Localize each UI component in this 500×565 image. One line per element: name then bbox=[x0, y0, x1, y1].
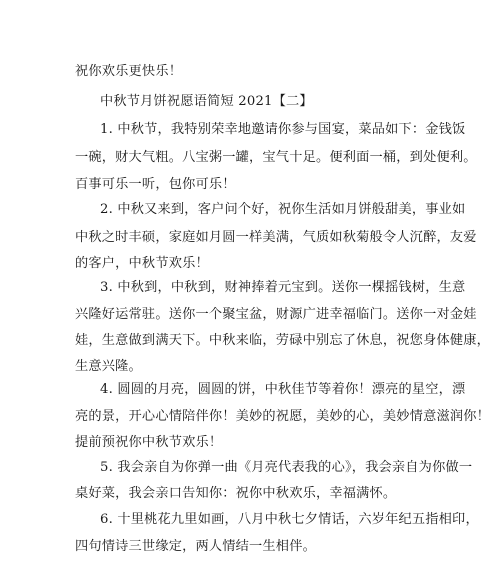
section-heading: 中秋节月饼祝愿语简短 2021【二】 bbox=[100, 94, 313, 109]
text-line: 2. 中秋又来到，客户问个好，祝你生活如月饼般甜美，事业如 bbox=[100, 202, 466, 217]
text-line: 提前预祝你中秋节欢乐！ bbox=[75, 435, 223, 450]
text-line: 桌好菜，我会亲口告知你：祝你中秋欢乐，幸福满怀。 bbox=[75, 486, 397, 501]
text-line: 1. 中秋节，我特别荣幸地邀请你参与国宴，菜品如下：金钱饭 bbox=[100, 122, 466, 137]
text-line: 生意兴隆。 bbox=[75, 359, 142, 374]
text-line: 亮的景，开心心情陪伴你！美妙的祝愿，美妙的心，美妙情意滋润你！ bbox=[75, 409, 491, 424]
text-line: 中秋之时丰硕，家庭如月圆一样美满，气质如秋菊般令人沉醉，友爱 bbox=[75, 230, 477, 245]
text-line: 4. 圆圆的月亮，圆圆的饼，中秋佳节等着你！漂亮的星空，漂 bbox=[100, 382, 466, 397]
text-line: 3. 中秋到，中秋到，财神捧着元宝到。送你一棵摇钱树，生意 bbox=[100, 280, 466, 295]
text-line: 祝你欢乐更快乐！ bbox=[75, 64, 183, 79]
text-line: 百事可乐一听，包你可乐！ bbox=[75, 177, 236, 192]
text-line: 一碗，财大气粗。八宝粥一罐，宝气十足。便利面一桶，到处便利。 bbox=[75, 150, 477, 165]
text-line: 四句情诗三世缘定，两人情结一生相伴。 bbox=[75, 539, 316, 554]
text-line: 娃，生意做到满天下。中秋来临，劳碌中别忘了休息，祝您身体健康， bbox=[75, 333, 491, 348]
text-line: 兴隆好运常驻。送你一个聚宝盆，财源广进幸福临门。送你一对金娃 bbox=[75, 307, 477, 322]
text-line: 的客户，中秋节欢乐！ bbox=[75, 256, 209, 271]
text-line: 6. 十里桃花九里如画，八月中秋七夕情话，六岁年纪五指相印， bbox=[100, 512, 479, 527]
text-line: 5. 我会亲自为你弹一曲《月亮代表我的心》，我会亲自为你做一 bbox=[100, 460, 473, 475]
